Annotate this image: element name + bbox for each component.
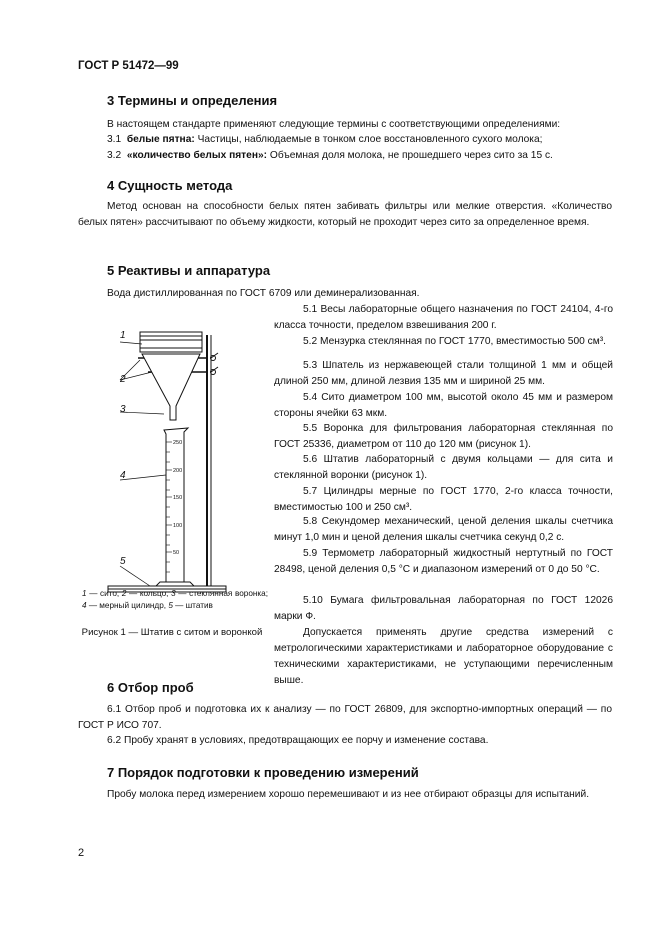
figure-title: Рисунок 1 — Штатив с ситом и воронкой — [81, 627, 263, 638]
item-5-5: 5.5 Воронка для фильтрования лабораторная стеклянная по ГОСТ 25336, диаметром от 110 до 120 мм (рисунок 1). — [274, 423, 613, 450]
section-4-title: 4 Сущность метода — [107, 178, 233, 193]
scale-label-150: 150 — [173, 495, 183, 501]
term-number: 3.2 — [107, 150, 122, 161]
term-name: белые пятна: — [126, 134, 195, 145]
callout-1: 1 — [120, 330, 126, 341]
page-number: 2 — [78, 847, 85, 859]
section-7-p1: Пробу молока перед измерением хорошо перемешивают и из нее отбирают образцы для испытаний. — [107, 789, 590, 800]
term-definition: Частицы, наблюдаемые в тонком слое восстановленного сухого молока; — [197, 134, 543, 145]
term-number: 3.1 — [107, 134, 122, 145]
item-5-4: 5.4 Сито диаметром 100 мм, высотой около 45 мм и размером стороны ячейки 63 мкм. — [274, 392, 613, 419]
item-5-7: 5.7 Цилиндры мерные по ГОСТ 1770, 2-го класса точности, вместимостью 100 и 250 см³. — [274, 486, 613, 513]
item-5-10: 5.10 Бумага фильтровальная лабораторная по ГОСТ 12026 марки Ф. — [274, 595, 613, 622]
callout-5: 5 — [120, 556, 126, 567]
section-6-p1: 6.1 Отбор проб и подготовка их к анализу — по ГОСТ 26809, для экспортно-импортных операций — по ГОСТ Р ИСО 707. — [78, 704, 612, 731]
document-header: ГОСТ Р 51472—99 — [78, 60, 179, 72]
water-line: Вода дистиллированная по ГОСТ 6709 или деминерализованная. — [107, 288, 420, 299]
scale-label-250: 250 — [173, 440, 183, 446]
section-5-title: 5 Реактивы и аппаратура — [107, 263, 271, 278]
section-7-title: 7 Порядок подготовки к проведению измерений — [107, 765, 419, 780]
alternative-note: Допускается применять другие средства измерений с метрологическими характеристиками и лабораторное оборудование с техническими характеристиками, не уступающими перечисленным выше. — [274, 627, 613, 686]
term-3-2 — [78, 148, 612, 164]
section-4-text: Метод основан на способности белых пятен забивать фильтры или мелкие отверстия. «Количество белых пятен» рассчитывают по объему жидкости, который не проходит через сито за определенное время. — [78, 201, 612, 228]
scale-label-200: 200 — [173, 468, 183, 474]
item-5-3: 5.3 Шпатель из нержавеющей стали толщиной 1 мм и общей длиной 250 мм, длиной лезвия 135 мм и шириной 25 мм. — [274, 360, 613, 387]
callout-4: 4 — [120, 470, 126, 481]
item-5-1: 5.1 Весы лабораторные общего назначения по ГОСТ 24104, 4-го класса точности, пределом взвешивания 200 г. — [274, 304, 613, 331]
term-3-1 — [78, 132, 612, 148]
callout-3: 3 — [120, 404, 126, 415]
term-definition: Объемная доля молока, не прошедшего через сито за 15 с. — [269, 150, 553, 161]
figure-stand-diagram — [80, 305, 265, 615]
figure-legend: 1 — сито; 2 — кольцо, 3 — стеклянная воронка; 4 — мерный цилиндр, 5 — штатив — [82, 589, 269, 610]
item-5-2: 5.2 Мензурка стеклянная по ГОСТ 1770, вместимостью 500 см³. — [303, 336, 606, 347]
section-3-title: 3 Термины и определения — [107, 93, 278, 108]
scale-label-50: 50 — [173, 550, 180, 556]
callout-2: 2 — [120, 374, 126, 385]
section-3-intro: В настоящем стандарте применяют следующие термины с соответствующими определениями: — [107, 119, 561, 130]
item-5-8: 5.8 Секундомер механический, ценой деления шкалы счетчика минут 1,0 мин и ценой деления шкалы счетчика секунд 0,2 с. — [274, 516, 613, 543]
scale-label-100: 100 — [173, 523, 183, 529]
item-5-6: 5.6 Штатив лабораторный с двумя кольцами — для сита и стеклянной воронки (рисунок 1). — [274, 454, 613, 481]
section-6-p2: 6.2 Пробу хранят в условиях, предотвращающих ее порчу и изменение состава. — [107, 735, 489, 746]
item-5-9: 5.9 Термометр лабораторный жидкостный нертутный по ГОСТ 28498, ценой деления 0,5 °С и диапазоном измерений от 0 до 50 °С. — [274, 548, 613, 575]
section-6-title: 6 Отбор проб — [107, 680, 194, 695]
term-name: «количество белых пятен»: — [126, 150, 268, 161]
